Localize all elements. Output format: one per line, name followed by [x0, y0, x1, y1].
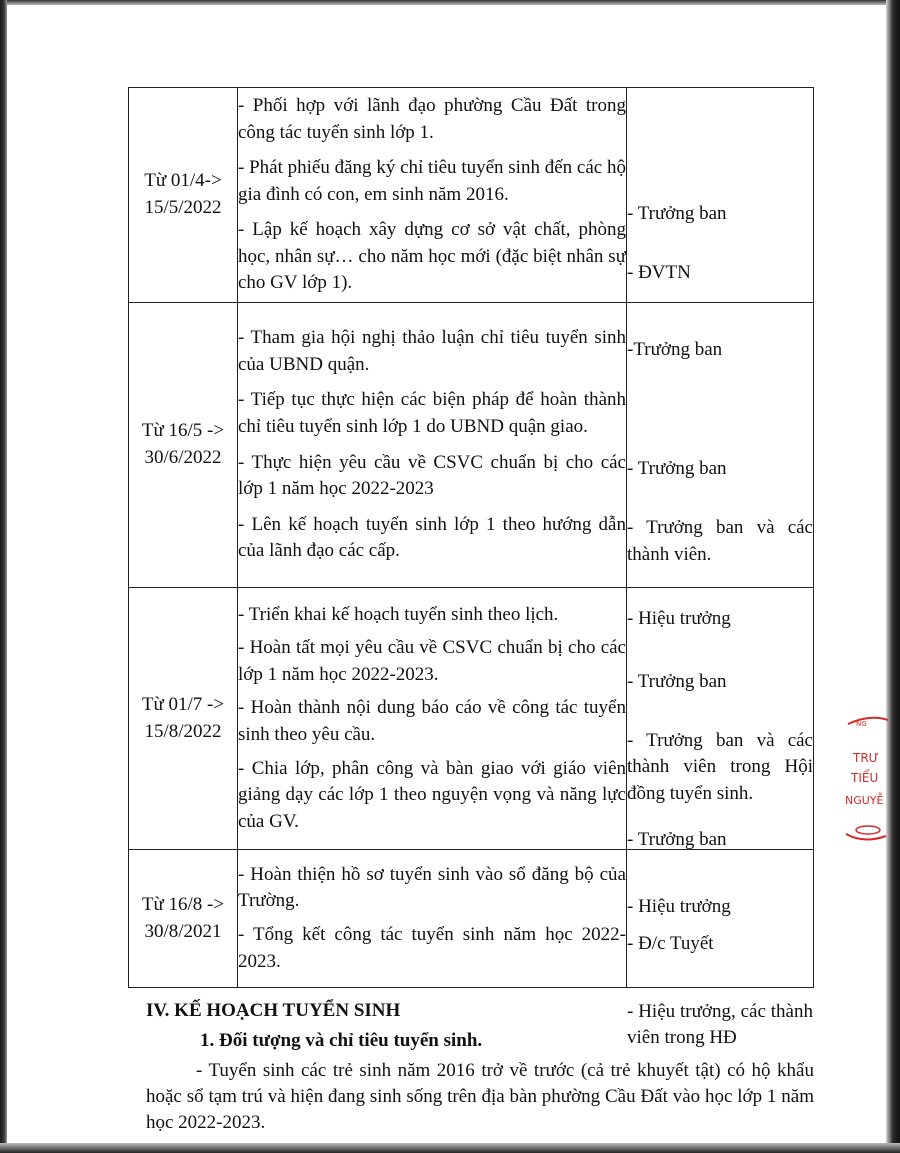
task-item: - Lên kế hoạch tuyển sinh lớp 1 theo hướng dẫn của lãnh đạo các cấp.	[238, 513, 626, 562]
tasks-cell	[238, 588, 627, 850]
task-item: - Phát phiếu đăng ký chỉ tiêu tuyển sinh đến các hộ gia đình có con, em sinh năm 2016.	[238, 157, 626, 205]
time-end: 15/5/2022	[144, 197, 222, 218]
stamp-word-1: TRƯ	[853, 751, 879, 765]
time-cell	[129, 588, 238, 850]
stamp-arc-top	[848, 718, 888, 724]
owner-item: - Hiệu trưởng, các thành viên trong HĐ	[627, 1000, 813, 1049]
tasks-cell	[238, 303, 627, 588]
red-stamp-fragment	[842, 712, 888, 862]
page-shadow-top	[0, 0, 900, 5]
page-shadow-right	[886, 0, 900, 1153]
section-heading: IV. KẾ HOẠCH TUYỂN SINH	[146, 1000, 401, 1021]
time-cell	[129, 850, 238, 988]
task-item: - Tổng kết công tác tuyển sinh năm học 2022-2023.	[238, 924, 626, 972]
owner-item: - Trưởng ban và các thành viên trong Hội đồng tuyển sinh.	[627, 729, 813, 804]
task-item: - Thực hiện yêu cầu về CSVC chuẩn bị cho các lớp 1 năm học 2022-2023	[238, 451, 626, 500]
page-shadow-bottom	[0, 1143, 900, 1153]
owners-cell	[627, 88, 814, 360]
time-start: Từ 16/8 ->	[141, 893, 225, 915]
task-item: - Triển khai kế hoạch tuyển sinh theo lịch.	[238, 603, 559, 625]
stamp-word-3: NGUYỄ	[845, 794, 884, 807]
body-paragraph: - Tuyển sinh các trẻ sinh năm 2016 trở về trước (cả trẻ khuyết tật) có hộ khẩu hoặc sổ tạm trú và hiện đang sinh sống trên địa bàn phường Cầu Đất vào học lớp 1 năm học 2022-2023.	[146, 1060, 814, 1134]
owner-item: - Trưởng ban	[627, 671, 727, 692]
time-end: 30/6/2022	[144, 447, 222, 468]
stamp-arc-bottom	[846, 834, 886, 840]
task-item: - Tiếp tục thực hiện các biện pháp để hoàn thành chỉ tiêu tuyển sinh lớp 1 do UBND quận giao.	[238, 389, 626, 437]
time-start: Từ 01/7 ->	[141, 693, 225, 715]
task-item: - Lập kế hoạch xây dựng cơ sở vật chất, phòng học, nhân sự… cho năm học mới (đặc biệt nhân sự cho GV lớp 1).	[238, 219, 626, 294]
owner-item: - ĐVTN	[627, 262, 691, 283]
owner-item: - Trưởng ban	[627, 828, 727, 850]
table-row	[129, 88, 814, 303]
owner-item: - Trưởng ban và các thành viên.	[627, 517, 813, 565]
svg-text:NG: NG	[856, 720, 867, 728]
time-end: 15/8/2022	[144, 720, 222, 742]
task-item: - Tham gia hội nghị thảo luận chỉ tiêu tuyển sinh của UBND quận.	[238, 327, 626, 375]
subsection-heading: 1. Đối tượng và chỉ tiêu tuyển sinh.	[200, 1030, 483, 1051]
time-end: 30/8/2021	[144, 920, 222, 942]
page-shadow-left	[0, 0, 7, 1153]
owner-item: - Đ/c Tuyết	[627, 932, 714, 954]
task-item: - Phối hợp với lãnh đạo phường Cầu Đất trong công tác tuyển sinh lớp 1.	[238, 94, 626, 143]
time-start: Từ 01/4->	[144, 170, 222, 192]
owner-item: - Hiệu trưởng	[627, 608, 731, 629]
owner-item: - Trưởng ban	[627, 458, 727, 479]
stamp-word-2: TIỂU	[851, 771, 879, 785]
owner-item: - Hiệu trưởng	[627, 895, 731, 917]
owner-item: -Trưởng ban	[627, 339, 723, 360]
task-item: - Chia lớp, phân công và bàn giao với giáo viên giảng dạy các lớp 1 theo nguyện vọng và năng lực của GV.	[238, 757, 626, 832]
time-cell	[129, 88, 238, 303]
task-item: - Hoàn thành nội dung báo cáo về công tác tuyển sinh theo yêu cầu.	[238, 697, 626, 745]
owner-item: - Trưởng ban	[627, 203, 727, 224]
time-cell	[129, 303, 238, 588]
tasks-cell	[238, 88, 627, 303]
task-item: - Hoàn thiện hồ sơ tuyển sinh vào sổ đăng bộ của Trường.	[238, 863, 626, 912]
task-item: - Hoàn tất mọi yêu cầu về CSVC chuẩn bị cho các lớp 1 năm học 2022-2023.	[238, 637, 626, 685]
tasks-cell	[238, 850, 627, 988]
time-start: Từ 16/5 ->	[141, 420, 225, 442]
